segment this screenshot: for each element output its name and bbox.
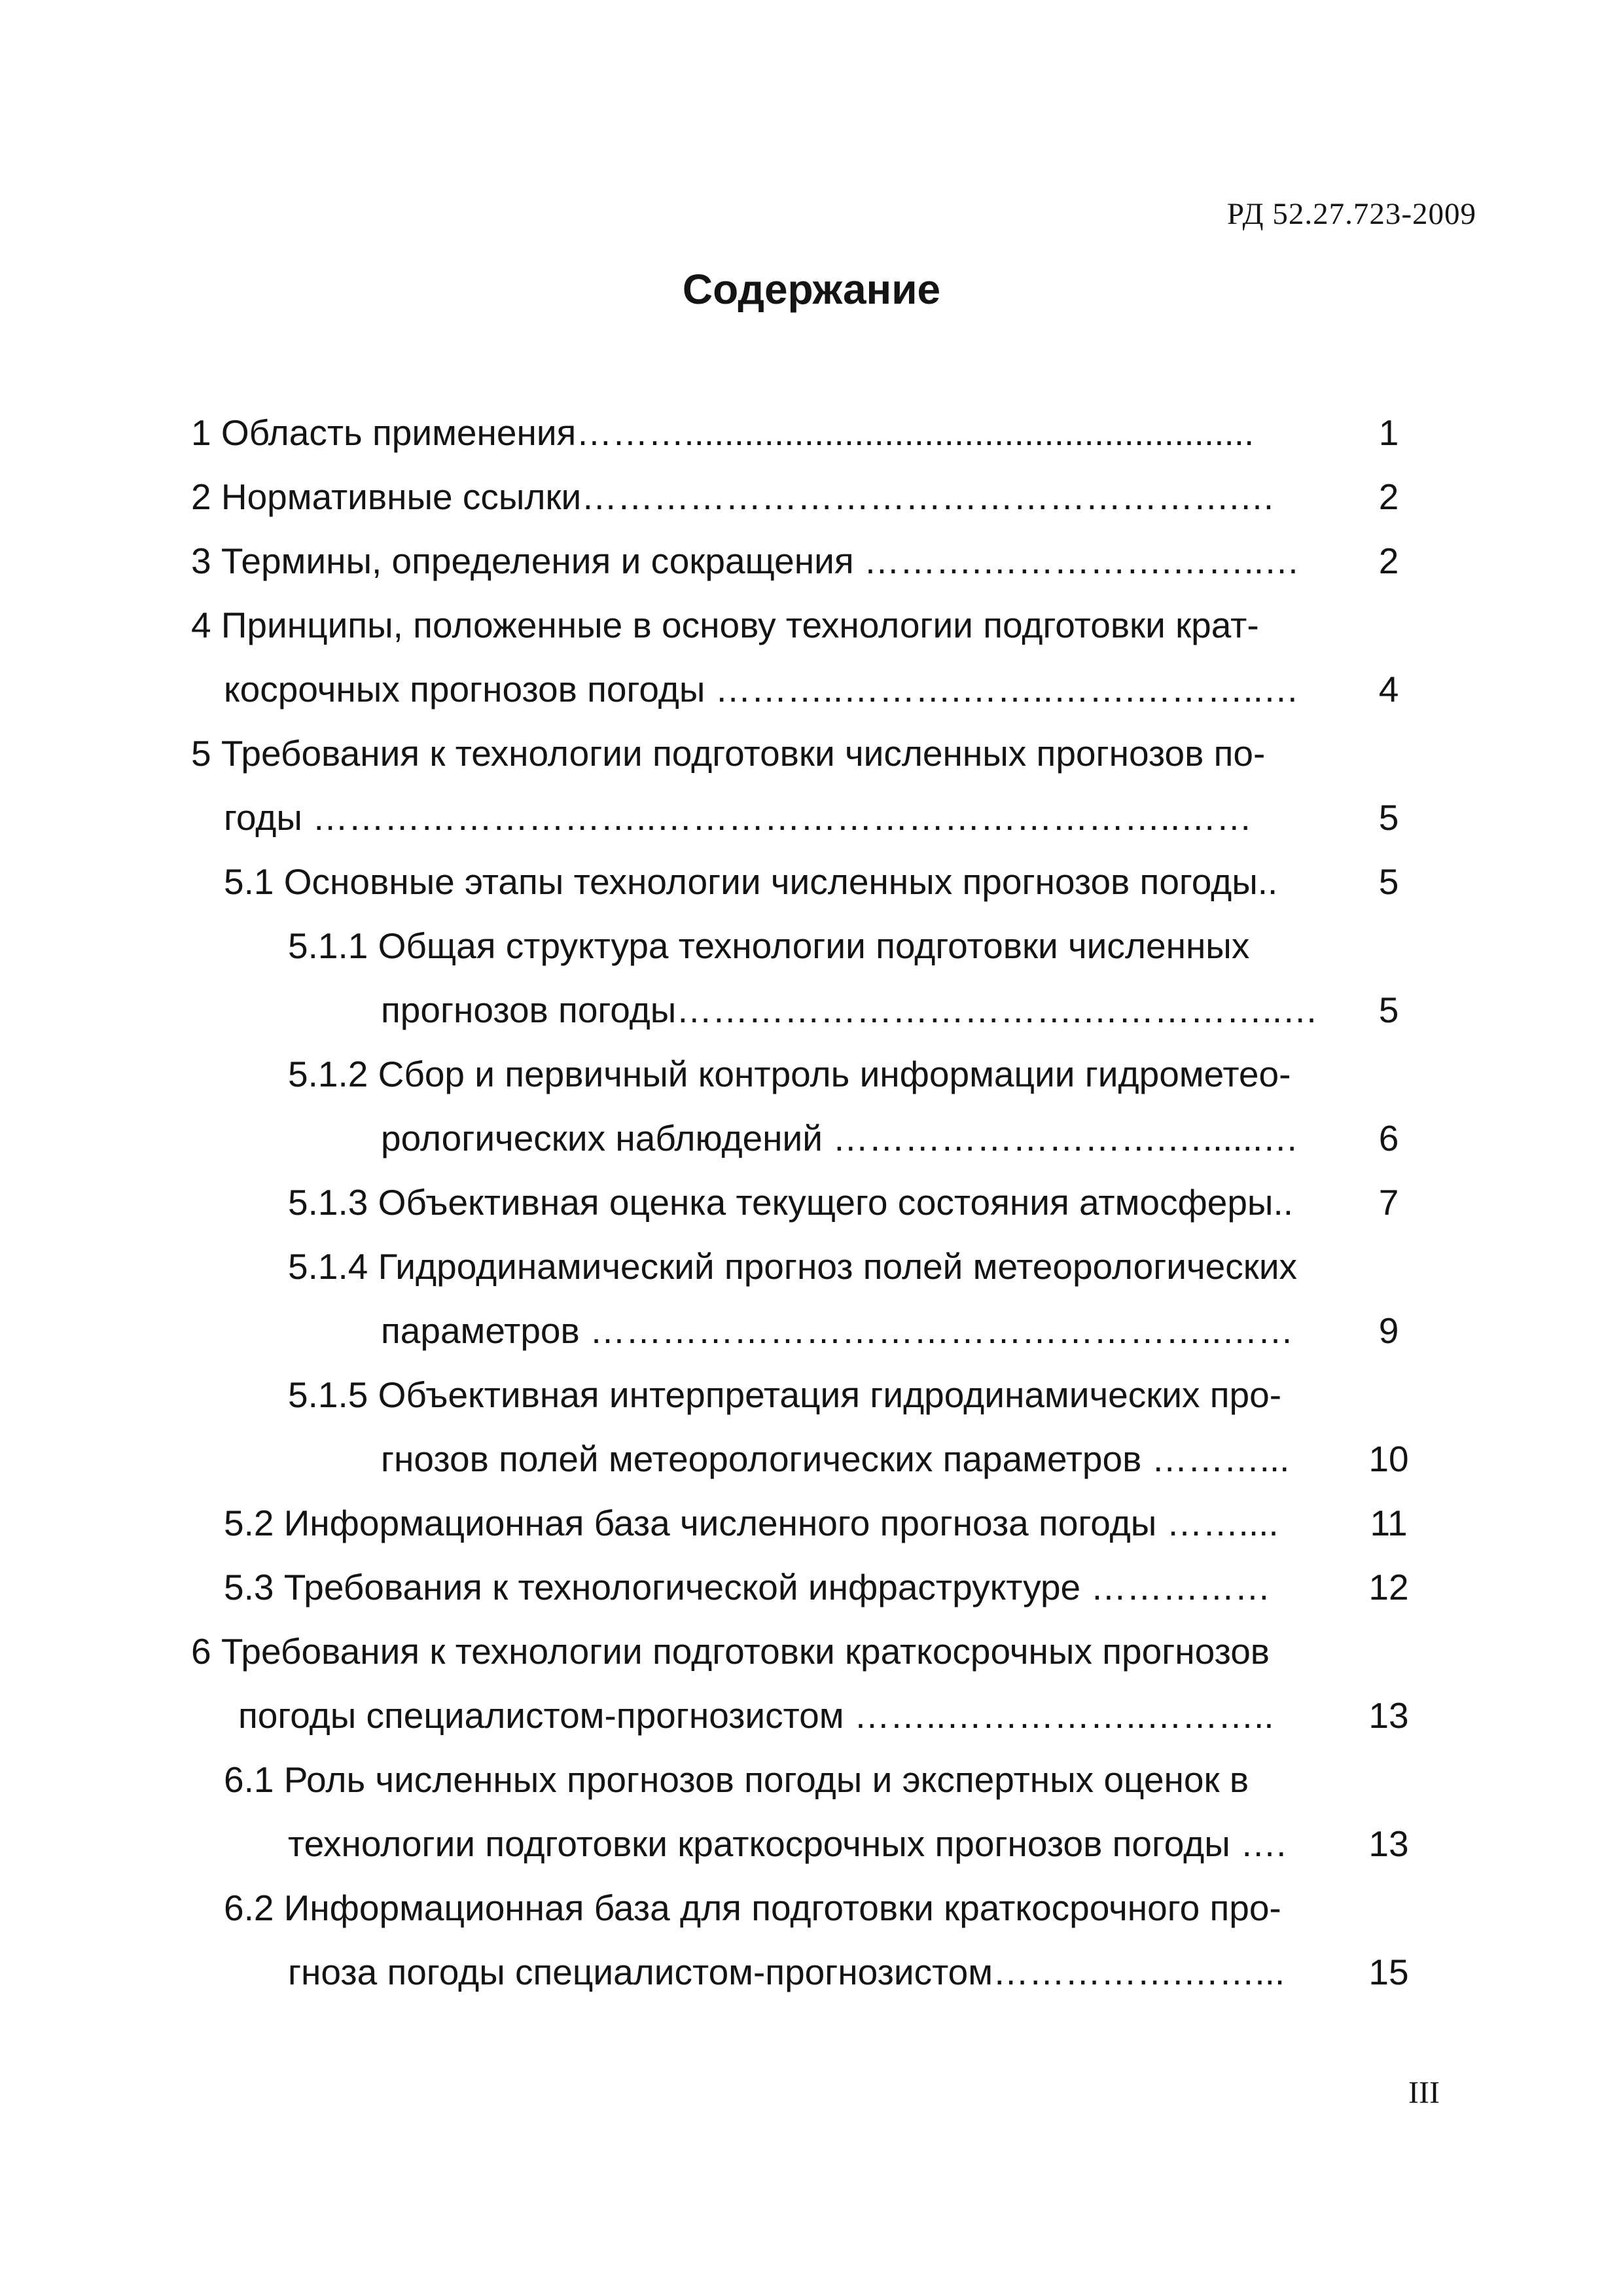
toc-entry-page: 2 — [1378, 541, 1399, 581]
toc-entry-text: рологических наблюдений ……………………….…......… — [381, 1118, 1299, 1158]
toc-entry-page: 12 — [1368, 1567, 1409, 1607]
toc-entry-text: 5.1.3 Объективная оценка текущего состояния атмосферы.. — [288, 1182, 1294, 1223]
toc-entry-page: 7 — [1378, 1182, 1399, 1223]
toc-entry-continuation — [191, 1683, 1435, 1748]
toc-entry-text: 3 Термины, определения и сокращения ……….…………….……..… — [191, 541, 1300, 581]
page-title: Содержание — [682, 266, 941, 313]
toc-entry — [191, 1234, 1435, 1299]
toc-entry-page: 11 — [1370, 1503, 1408, 1543]
toc-entry-text: погоды специалистом-прогнозистом ……..……………..……….. — [238, 1695, 1274, 1736]
toc-entry-text: 6.1 Роль численных прогнозов погоды и экспертных оценок в — [224, 1759, 1249, 1800]
toc-entry — [191, 914, 1435, 978]
toc-entry — [191, 1876, 1435, 1940]
toc-entry-text: 5.1.2 Сбор и первичный контроль информации гидрометео- — [288, 1054, 1291, 1094]
toc-entry — [191, 465, 1435, 529]
toc-entry-continuation — [191, 1299, 1435, 1363]
toc-entry-text: косрочных прогнозов погоды ………..……….……..…….………..… — [224, 669, 1299, 709]
toc-entry-continuation — [191, 1812, 1435, 1876]
toc-entry-page: 2 — [1378, 476, 1399, 517]
toc-entry — [191, 1619, 1435, 1683]
toc-entry-page: 9 — [1378, 1310, 1399, 1351]
toc-entry-page: 5 — [1378, 990, 1399, 1030]
table-of-contents — [191, 401, 1435, 2004]
toc-entry-text: 5.1 Основные этапы технологии численных прогнозов погоды.. — [224, 861, 1278, 902]
toc-entry-text: 4 Принципы, положенные в основу технологии подготовки крат- — [191, 605, 1259, 645]
toc-entry-page: 13 — [1368, 1695, 1409, 1736]
toc-entry-text: 5.3 Требования к технологической инфраструктуре …………… — [224, 1567, 1271, 1607]
toc-entry-page: 5 — [1378, 797, 1399, 838]
toc-entry-continuation — [191, 1427, 1435, 1491]
toc-entry-text: 6.2 Информационная база для подготовки краткосрочного про- — [224, 1888, 1281, 1928]
toc-entry-page: 15 — [1368, 1952, 1409, 1992]
toc-entry — [191, 593, 1435, 657]
toc-entry-text: технологии подготовки краткосрочных прогнозов погоды …. — [288, 1823, 1287, 1864]
toc-entry-text: параметров ……………………………………………..…… — [381, 1310, 1294, 1351]
toc-entry-page: 4 — [1378, 669, 1399, 709]
toc-entry-text: 5.2 Информационная база численного прогноза погоды …….... — [224, 1503, 1279, 1543]
toc-entry — [191, 1363, 1435, 1427]
toc-entry-page: 5 — [1378, 861, 1399, 902]
toc-entry — [191, 850, 1435, 914]
toc-entry-page: 6 — [1378, 1118, 1399, 1158]
toc-entry-continuation — [191, 1106, 1435, 1170]
toc-entry — [191, 529, 1435, 593]
toc-entry-continuation — [191, 1940, 1435, 2004]
toc-entry-text: 5.1.5 Объективная интерпретация гидродинамических про- — [288, 1374, 1282, 1415]
toc-entry-continuation — [191, 785, 1435, 850]
toc-entry-text: 5 Требования к технологии подготовки численных прогнозов по- — [191, 733, 1266, 774]
toc-entry-text: гнозов полей метеорологических параметров ………... — [381, 1439, 1290, 1479]
toc-entry-page: 1 — [1378, 412, 1399, 453]
toc-entry-text: прогнозов погоды…………………………….……………..… — [381, 990, 1319, 1030]
toc-entry-text: 2 Нормативные ссылки……………………………………………….… — [191, 476, 1275, 517]
toc-entry-text: годы ………………………..……………………………………..…… — [224, 797, 1253, 838]
toc-entry-continuation — [191, 657, 1435, 721]
toc-entry — [191, 721, 1435, 785]
toc-entry — [191, 1748, 1435, 1812]
toc-entry-page: 10 — [1368, 1439, 1409, 1479]
document-code: РД 52.27.723-2009 — [1226, 197, 1476, 231]
toc-entry — [191, 1042, 1435, 1106]
toc-entry-text: 5.1.1 Общая структура технологии подготовки численных — [288, 925, 1250, 966]
toc-entry-text: 1 Область применения………......................................................... — [191, 412, 1255, 453]
toc-entry — [191, 1555, 1435, 1619]
toc-entry-text: 6 Требования к технологии подготовки краткосрочных прогнозов — [191, 1631, 1270, 1672]
toc-entry-page: 13 — [1368, 1823, 1409, 1864]
toc-entry — [191, 401, 1435, 465]
page-number: III — [1408, 2075, 1440, 2110]
toc-entry — [191, 1170, 1435, 1234]
toc-entry-text: 5.1.4 Гидродинамический прогноз полей метеорологических — [288, 1246, 1298, 1287]
toc-entry-continuation — [191, 978, 1435, 1042]
toc-entry-text: гноза погоды специалистом-прогнозистом…………….……... — [288, 1952, 1285, 1992]
toc-entry — [191, 1491, 1435, 1555]
